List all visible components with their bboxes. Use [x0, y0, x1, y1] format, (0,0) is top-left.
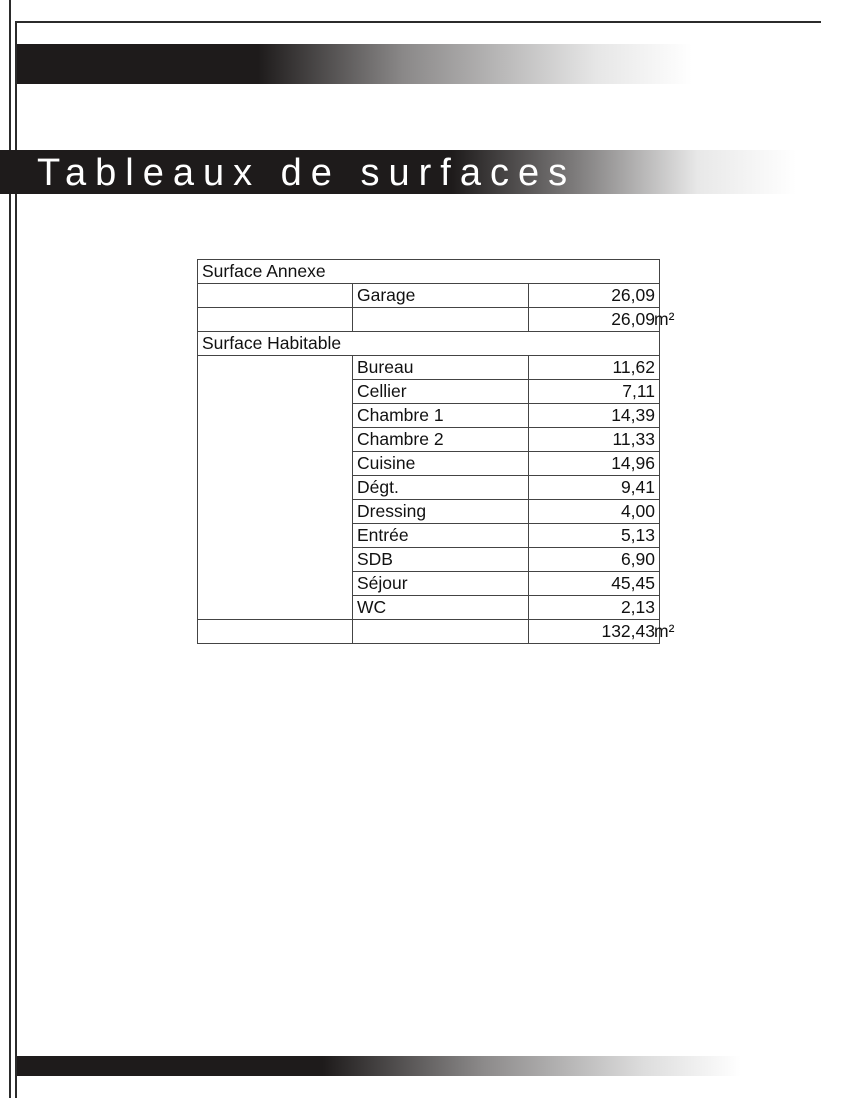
total-row — [198, 308, 660, 332]
room-area: 2,13 — [529, 596, 660, 620]
table-row — [198, 356, 660, 380]
room-area: 26,09 — [529, 284, 660, 308]
blank-cell — [198, 620, 353, 644]
room-name: Cellier — [353, 380, 529, 404]
total-row — [198, 620, 660, 644]
room-area: 45,45 — [529, 572, 660, 596]
room-name: Séjour — [353, 572, 529, 596]
table-row — [198, 284, 660, 308]
room-area: 7,11 — [529, 380, 660, 404]
total-area-cell — [529, 308, 675, 332]
room-area: 4,00 — [529, 500, 660, 524]
room-area: 14,96 — [529, 452, 660, 476]
room-name: Entrée — [353, 524, 529, 548]
room-name: Chambre 1 — [353, 404, 529, 428]
blank-cell — [198, 308, 353, 332]
room-name: SDB — [353, 548, 529, 572]
frame-line-top — [15, 21, 821, 23]
section-heading-habitable: Surface Habitable — [198, 332, 660, 356]
room-area: 9,41 — [529, 476, 660, 500]
blank-cell — [353, 308, 529, 332]
room-name: Bureau — [353, 356, 529, 380]
page-title: Tableaux de surfaces — [37, 152, 577, 194]
room-area: 14,39 — [529, 404, 660, 428]
unit-label: m² — [654, 309, 675, 329]
room-name: Cuisine — [353, 452, 529, 476]
room-name: Dressing — [353, 500, 529, 524]
room-name: WC — [353, 596, 529, 620]
room-area: 11,33 — [529, 428, 660, 452]
section-heading-row — [198, 260, 660, 284]
section-heading-row — [198, 332, 660, 356]
room-name: Chambre 2 — [353, 428, 529, 452]
blank-cell — [198, 284, 353, 308]
room-name: Garage — [353, 284, 529, 308]
total-area-habitable: 132,43 — [601, 621, 655, 641]
footer-gradient-band — [17, 1056, 821, 1076]
total-area-cell — [529, 620, 675, 644]
room-name: Dégt. — [353, 476, 529, 500]
header-gradient-band — [17, 44, 821, 84]
blank-span-cell — [198, 356, 353, 620]
unit-label: m² — [654, 621, 675, 641]
room-area: 5,13 — [529, 524, 660, 548]
section-heading-annexe: Surface Annexe — [198, 260, 660, 284]
room-area: 6,90 — [529, 548, 660, 572]
room-area: 11,62 — [529, 356, 660, 380]
total-area-annexe: 26,09 — [611, 309, 655, 329]
blank-cell — [353, 620, 529, 644]
surfaces-table — [197, 259, 675, 644]
